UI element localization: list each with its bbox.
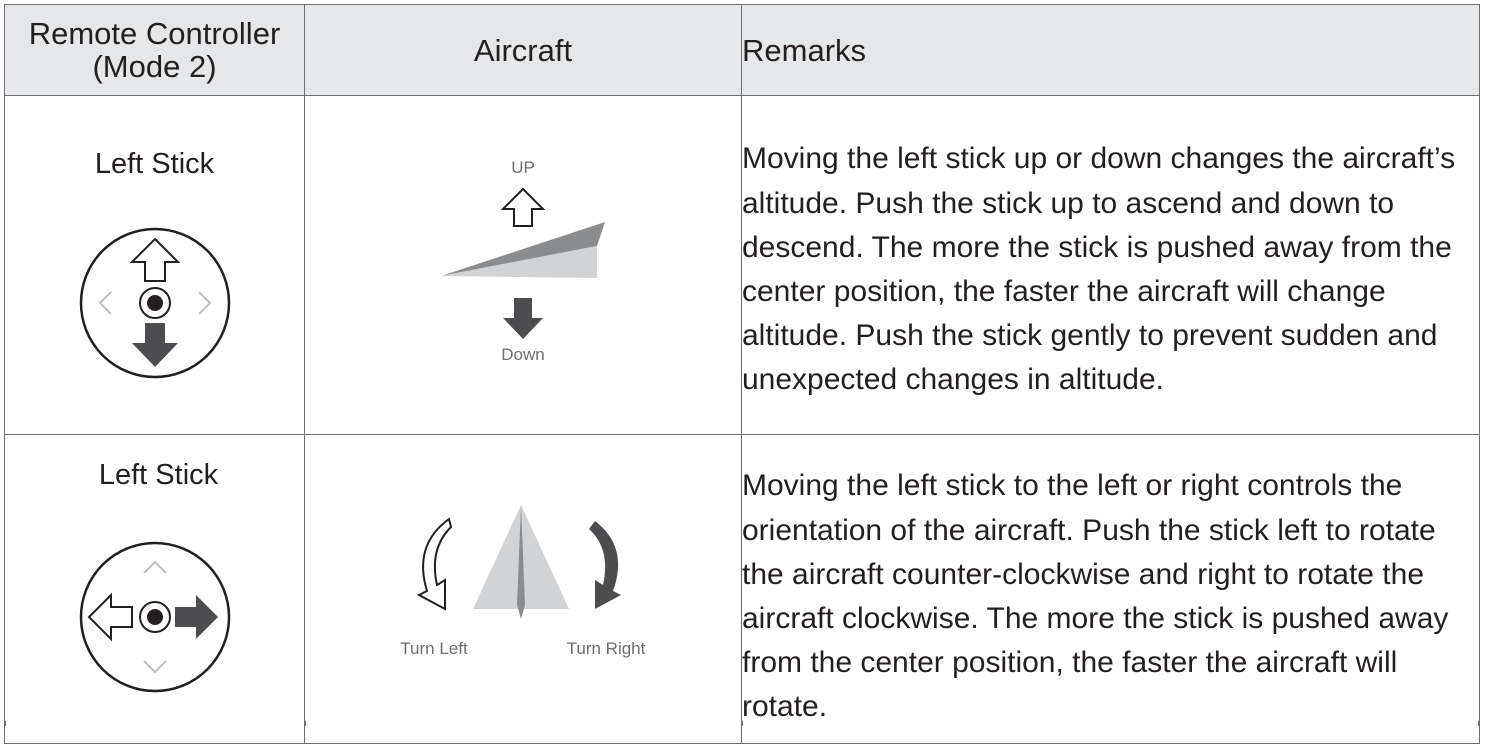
- next-row-border: [4, 721, 6, 726]
- remarks-text: Moving the left stick to the left or right controls the orientation of the aircraft. Push the stick left to rotate the aircraft counter-clockwise and right to rotate the aircraft clockwise. The more the stick is pushed away from the center position, the faster the aircraft will rotate.: [742, 469, 1449, 724]
- aircraft-altitude-icon: [305, 96, 742, 424]
- aircraft-cell: [305, 96, 742, 435]
- aircraft-yaw-icon: [305, 435, 742, 727]
- header-aircraft: [305, 5, 742, 96]
- header-remote-controller-label: Remote Controller (Mode 2): [28, 16, 281, 84]
- header-remote-controller: [5, 5, 305, 96]
- table-row: [5, 435, 1480, 744]
- next-row-border: [741, 721, 743, 726]
- table-header-row: [5, 5, 1480, 96]
- header-remarks-label: Remarks: [742, 32, 867, 68]
- next-row-border: [304, 721, 306, 726]
- remote-controller-cell: [5, 96, 305, 435]
- remarks-cell: [742, 435, 1480, 744]
- table-row: [5, 96, 1480, 435]
- turn-right-caption: Turn Right: [566, 639, 646, 658]
- header-aircraft-label: Aircraft: [473, 32, 573, 68]
- joystick-up-down-icon: [78, 226, 232, 380]
- stick-label: Left Stick: [98, 459, 219, 491]
- remarks-cell: [742, 96, 1480, 435]
- down-caption: Down: [501, 345, 545, 364]
- header-remarks: [742, 5, 1480, 96]
- remarks-text: Moving the left stick up or down changes the aircraft’s altitude. Push the stick up to ascend and down to descend. The more the stick is pushed away from the center position, the faster the aircraft will change altitude. Push the stick gently to prevent sudden and unexpected changes in altitude.: [742, 142, 1456, 397]
- control-table: [4, 4, 1480, 744]
- next-row-border: [1478, 721, 1480, 726]
- turn-left-caption: Turn Left: [400, 639, 468, 658]
- remote-controller-cell: [5, 435, 305, 744]
- aircraft-cell: [305, 435, 742, 744]
- stick-label: Left Stick: [94, 148, 215, 180]
- up-caption: UP: [511, 158, 535, 177]
- joystick-left-right-icon: [78, 540, 232, 694]
